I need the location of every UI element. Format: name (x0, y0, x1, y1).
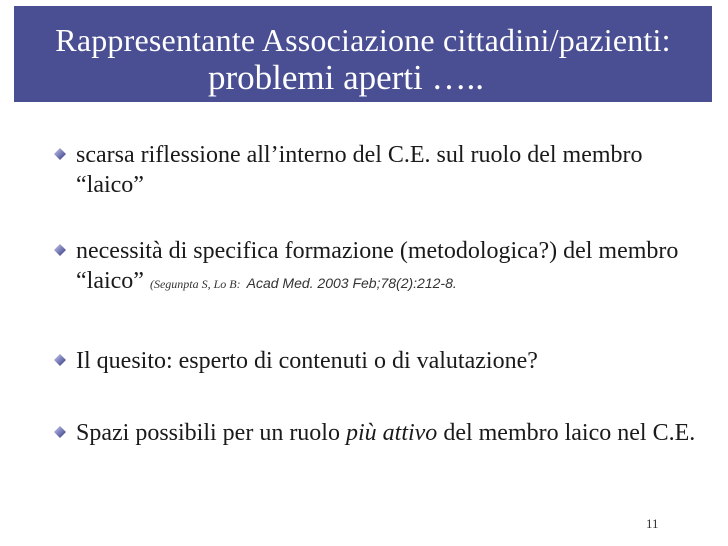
page-number: 11 (646, 516, 659, 531)
citation-journal: Acad Med. 2003 Feb;78(2):212-8. (246, 275, 457, 291)
bullet-text-end: del membro laico nel C.E. (443, 420, 696, 446)
bullet-item (56, 346, 706, 376)
title-line-1: Rappresentante Associazione cittadini/pazienti: (55, 22, 671, 58)
bullet-item (56, 140, 706, 200)
diamond-bullet-icon (54, 148, 66, 160)
bullet-main-text: necessità di specifica formazione (metodologica?) del membro “laico” (76, 238, 679, 294)
bullet-item (56, 418, 706, 448)
diamond-bullet-icon (54, 354, 66, 366)
bullet-text (56, 236, 706, 299)
bullet-text (56, 418, 706, 448)
diamond-bullet-icon (54, 244, 66, 256)
bullet-emphasis: più attivo (345, 420, 438, 446)
title-line-2: problemi aperti ….. (207, 58, 485, 97)
diamond-bullet-icon (54, 426, 66, 438)
slide-title (14, 6, 712, 102)
bullet-text: Il quesito: esperto di contenuti o di valutazione? (76, 348, 538, 374)
citation-authors: (Segunpta S, Lo B: (149, 277, 241, 291)
bullet-item (56, 236, 706, 299)
bullet-text: scarsa riflessione all’interno del C.E. sul ruolo del membro “laico” (76, 142, 643, 198)
bullet-text-start: Spazi possibili per un ruolo (76, 420, 340, 446)
